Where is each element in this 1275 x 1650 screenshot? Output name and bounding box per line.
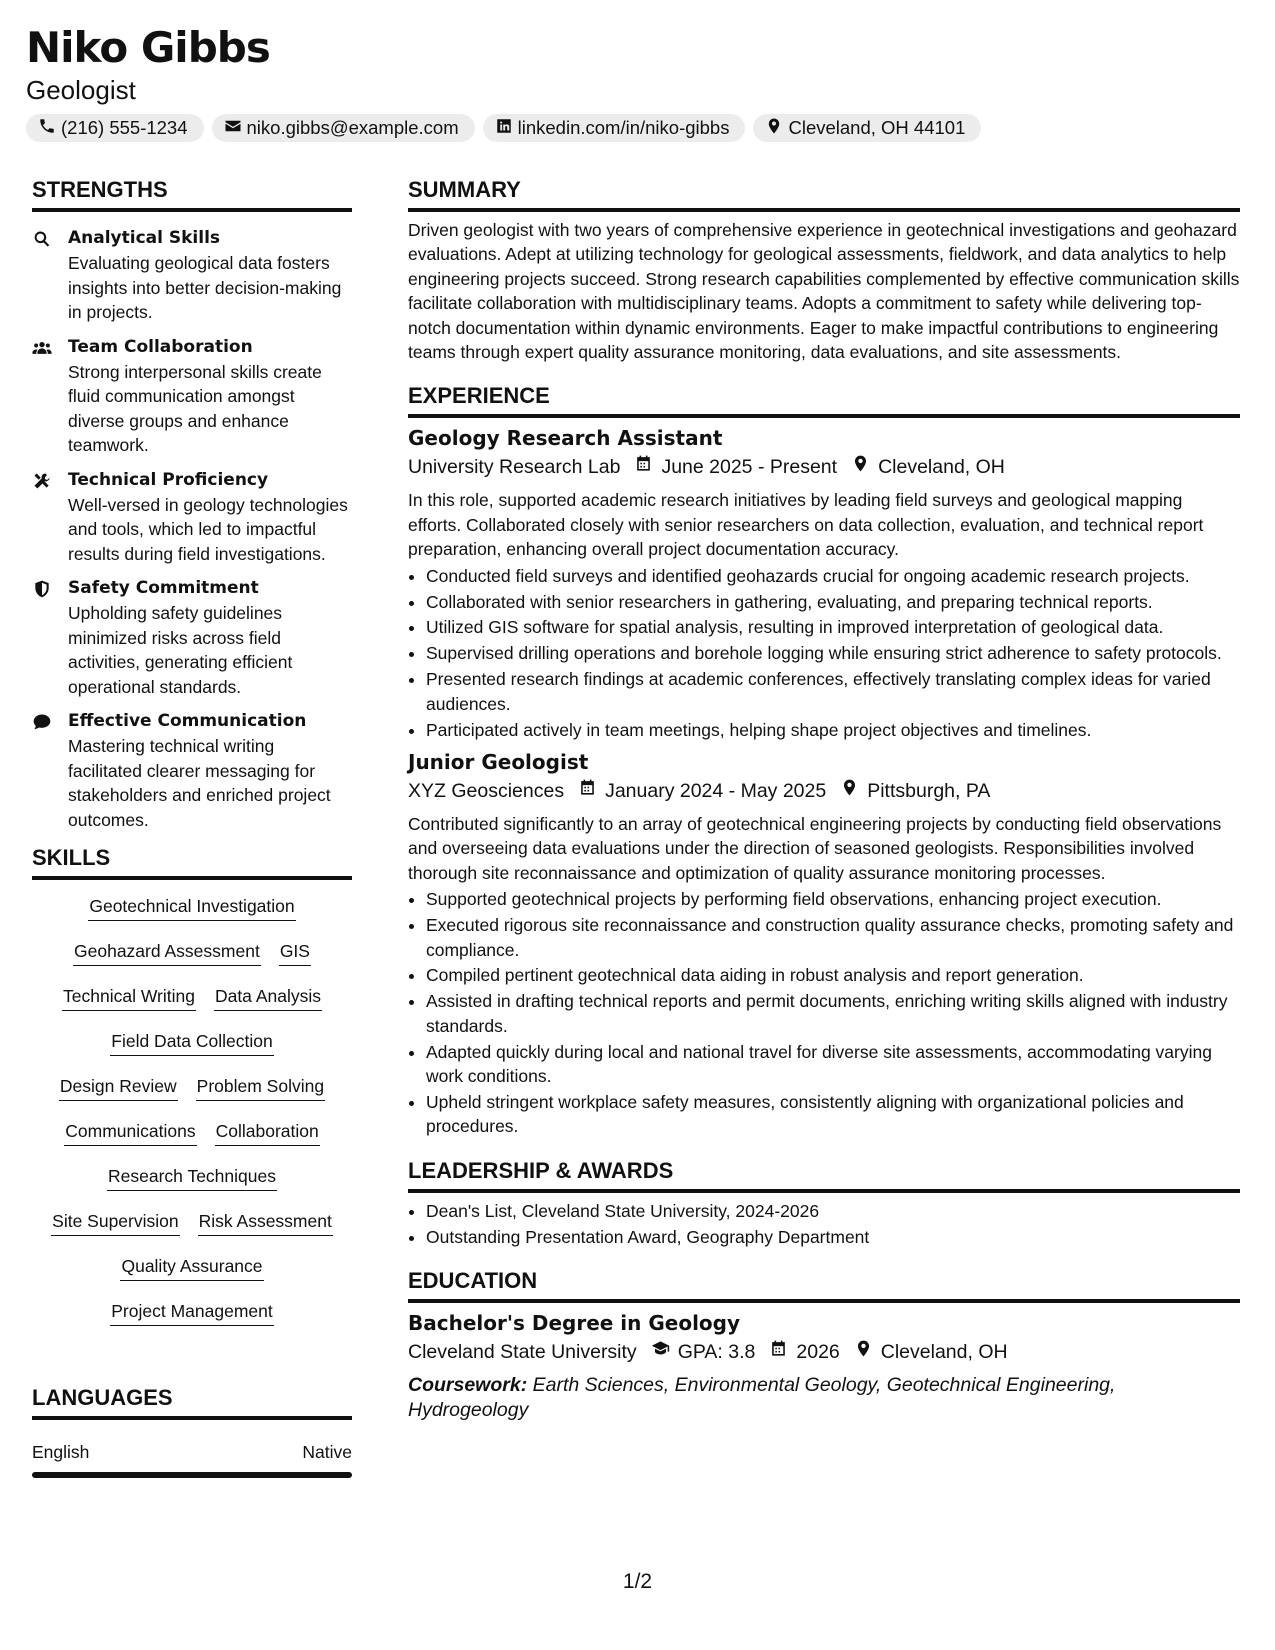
strengths-heading: STRENGTHS: [32, 176, 352, 212]
skills-heading: SKILLS: [32, 844, 352, 880]
page-number: 1/2: [622, 1570, 653, 1593]
job-bullets: [408, 887, 1240, 1139]
location-icon: [848, 1337, 873, 1367]
skill-tag: Research Techniques: [107, 1164, 277, 1191]
education-section: [408, 1267, 1240, 1423]
job-bullet: • Upheld stringent workplace safety measures, consistently aligning with organizational policies and procedures.: [426, 1090, 1240, 1139]
skill-row: [32, 1254, 352, 1299]
job-bullet: • Executed rigorous site reconnaissance and construction quality assurance checks, promoting safety and compliance.: [426, 913, 1240, 962]
skill-row: [32, 1029, 352, 1074]
job-location: Pittsburgh, PA: [867, 780, 991, 802]
skills-list: [32, 894, 352, 1344]
right-column: [408, 176, 1240, 1423]
contact-email-text: niko.gibbs@example.com: [246, 117, 459, 138]
skill-tag: Geohazard Assessment: [73, 939, 261, 966]
contact-linkedin[interactable]: [483, 114, 746, 142]
experience-section: [408, 382, 1240, 1138]
job-meta: [408, 452, 1240, 482]
skill-tag: GIS: [279, 939, 311, 966]
contact-phone[interactable]: [26, 114, 204, 142]
skill-row: [32, 1119, 352, 1164]
skills-section: [32, 844, 352, 1344]
strength-title: Technical Proficiency: [68, 469, 269, 490]
skill-row: [32, 1074, 352, 1119]
coursework-list: Earth Sciences, Environmental Geology, Geotechnical Engineering, Hydrogeology: [408, 1374, 1116, 1422]
skill-tag: Collaboration: [215, 1119, 320, 1146]
tools-icon: [32, 468, 54, 567]
strength-item: [32, 468, 352, 567]
language-level: Native: [302, 1442, 352, 1462]
job-company: University Research Lab: [408, 456, 621, 479]
language-item: [32, 1440, 352, 1464]
contact-bar: [26, 114, 1246, 142]
calendar-icon: [763, 1337, 788, 1367]
strength-description: Well-versed in geology technologies and tools, which led to impactful results during field investigations.: [68, 494, 348, 564]
strength-item: [32, 335, 352, 458]
job-entry: [408, 748, 1240, 1139]
degree-title: Bachelor's Degree in Geology: [408, 1311, 741, 1336]
contact-location-text: Cleveland, OH 44101: [788, 117, 966, 138]
strength-item: [32, 226, 352, 325]
job-bullets: [408, 564, 1240, 742]
shield-icon: [32, 576, 54, 699]
summary-heading: SUMMARY: [408, 176, 1240, 212]
users-icon: [32, 335, 54, 458]
skill-row: [32, 939, 352, 984]
job-entry: [408, 424, 1240, 742]
job-bullet: • Conducted field surveys and identified geohazards crucial for ongoing academic research projects.: [426, 564, 1240, 588]
skill-tag: Design Review: [59, 1074, 178, 1101]
skill-tag: Risk Assessment: [198, 1209, 333, 1236]
strength-item: [32, 576, 352, 699]
contact-email[interactable]: [212, 114, 475, 142]
job-bullet: • Participated actively in team meetings, helping shape project objectives and timelines.: [426, 718, 1240, 742]
job-bullet: • Adapted quickly during local and national travel for diverse site assessments, accommodating varying work conditions.: [426, 1040, 1240, 1089]
graduation-year: 2026: [796, 1341, 840, 1364]
skill-tag: Field Data Collection: [110, 1029, 273, 1056]
education-heading: EDUCATION: [408, 1267, 1240, 1303]
candidate-role: Geologist: [26, 75, 136, 105]
school-location: Cleveland, OH: [880, 1341, 1008, 1364]
job-bullet: • Presented research findings at academic conferences, effectively translating complex ideas for varied audiences.: [426, 667, 1240, 716]
summary-text: Driven geologist with two years of comprehensive experience in geotechnical investigations and geohazard evaluations. Adept at utilizing technology for geological assessments, fieldwork, and data analytics to help engineering projects succeed. Strong research capabilities complemented by effective communication skills facilitate collaboration with multidisciplinary teams. Adopts a commitment to safety while delivering top-notch documentation within dynamic environments. Eager to make impactful contributions to engineering teams through expert quality assurance monitoring, data evaluations, and site assessments.: [408, 220, 1240, 363]
skill-tag: Site Supervision: [51, 1209, 179, 1236]
strength-description: Upholding safety guidelines minimized risks across field activities, generating efficient operational standards.: [68, 603, 293, 697]
skill-tag: Communications: [64, 1119, 196, 1146]
skill-row: [32, 1209, 352, 1254]
calendar-icon: [572, 776, 597, 806]
strength-title: Team Collaboration: [68, 336, 253, 357]
phone-icon: [38, 117, 56, 140]
strength-title: Effective Communication: [68, 711, 307, 731]
strength-description: Strong interpersonal skills create fluid communication amongst diverse groups and enhance teamwork.: [68, 361, 322, 455]
award-item: • Outstanding Presentation Award, Geography Department: [426, 1225, 1240, 1249]
candidate-name: Niko Gibbs: [26, 23, 270, 72]
skill-tag: Problem Solving: [196, 1074, 325, 1101]
skill-tag: Technical Writing: [62, 984, 196, 1011]
awards-heading: LEADERSHIP & AWARDS: [408, 1157, 1240, 1193]
gpa: GPA: 3.8: [677, 1341, 756, 1364]
languages-heading: LANGUAGES: [32, 1384, 352, 1420]
location-icon: [834, 776, 859, 806]
strength-item: [32, 709, 352, 832]
location-icon: [845, 452, 870, 482]
skill-tag: Quality Assurance: [120, 1254, 263, 1281]
job-bullet: • Supervised drilling operations and borehole logging while ensuring strict adherence to safety protocols.: [426, 641, 1240, 665]
skill-tag: Project Management: [110, 1299, 273, 1326]
magnifier-icon: [32, 226, 54, 325]
language-proficiency-bar: [32, 1472, 352, 1478]
skill-row: [32, 984, 352, 1029]
skill-row: [32, 1164, 352, 1209]
job-bullet: • Collaborated with senior researchers in gathering, evaluating, and preparing technical reports.: [426, 590, 1240, 614]
job-meta: [408, 776, 1240, 806]
skill-row: [32, 894, 352, 939]
skill-row: [32, 1299, 352, 1344]
job-dates: June 2025 - Present: [661, 456, 838, 479]
award-item: • Dean's List, Cleveland State University, 2024-2026: [426, 1199, 1240, 1223]
contact-phone-text: (216) 555-1234: [61, 117, 188, 138]
contact-linkedin-text: linkedin.com/in/niko-gibbs: [517, 117, 730, 138]
awards-list: [408, 1199, 1240, 1249]
location-icon: [765, 117, 783, 140]
job-bullet: • Utilized GIS software for spatial analysis, resulting in improved interpretation of geological data.: [426, 615, 1240, 639]
strength-description: Mastering technical writing facilitated clearer messaging for stakeholders and enriched project outcomes.: [68, 736, 331, 830]
job-company: XYZ Geosciences: [408, 780, 565, 802]
resume-header: [26, 22, 1246, 142]
job-dates: January 2024 - May 2025: [605, 780, 827, 802]
experience-heading: EXPERIENCE: [408, 382, 1240, 418]
job-description: Contributed significantly to an array of geotechnical engineering projects by conducting field observations and overseeing data evaluations under the direction of seasoned geologists. Responsibilities involved thorough site reconnaissance and optimization of quality assurance monitoring processes.: [408, 814, 1222, 883]
education-meta: [408, 1337, 1240, 1367]
calendar-icon: [628, 452, 653, 482]
languages-section: [32, 1384, 352, 1478]
job-title: Junior Geologist: [408, 750, 589, 774]
coursework: [408, 1373, 1240, 1423]
contact-location: [753, 114, 981, 142]
graduation-cap-icon: [645, 1337, 670, 1367]
job-bullet: • Compiled pertinent geotechnical data aiding in robust analysis and report generation.: [426, 963, 1240, 987]
awards-section: [408, 1157, 1240, 1249]
job-description: In this role, supported academic research initiatives by leading field surveys and geological mapping efforts. Collaborated closely with senior researchers on data collection, evaluation, and technical report preparation, enhancing overall project documentation accuracy.: [408, 490, 1204, 560]
skill-tag: Geotechnical Investigation: [88, 894, 295, 921]
school-name: Cleveland State University: [408, 1341, 637, 1364]
job-location: Cleveland, OH: [878, 456, 1005, 479]
job-title: Geology Research Assistant: [408, 426, 723, 451]
left-column: [32, 176, 352, 1478]
job-bullet: • Supported geotechnical projects by performing field observations, enhancing project execution.: [426, 887, 1240, 911]
strengths-list: [32, 226, 352, 832]
strength-title: Safety Commitment: [68, 578, 259, 598]
strength-title: Analytical Skills: [68, 228, 221, 248]
linkedin-icon: [495, 117, 513, 140]
strength-description: Evaluating geological data fosters insights into better decision-making in projects.: [68, 253, 342, 322]
job-bullet: • Assisted in drafting technical reports and permit documents, enriching writing skills aligned with industry standards.: [426, 989, 1240, 1038]
email-icon: [224, 117, 242, 140]
language-name: English: [32, 1442, 90, 1462]
coursework-label: Coursework:: [408, 1374, 528, 1397]
skill-tag: Data Analysis: [214, 984, 322, 1011]
chat-bubble-icon: [32, 709, 54, 832]
